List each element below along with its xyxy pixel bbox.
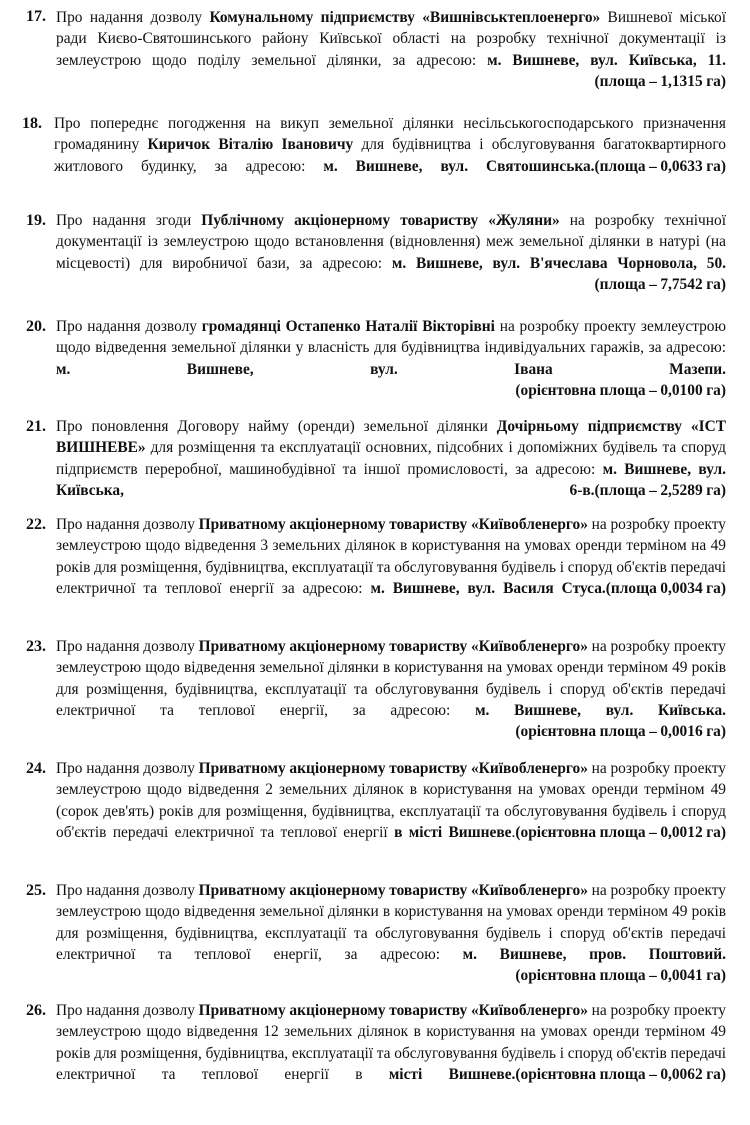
- item-text-intro: Про попереднє погодження на викуп земельної ділянки несільськогосподарського призначення громадянину: [54, 115, 726, 154]
- item-recipient: Приватному акціонерному товариству «Київобленерго»: [198, 1002, 588, 1019]
- item-text-body: на розробку технічної документації із землеустрою щодо встановлення (відновлення) меж земельної ділянки в натурі (на місцевості) для виробничої бази, за адресою:: [56, 212, 726, 272]
- item-text-intro: Про надання дозволу: [56, 760, 199, 777]
- item-number: 20.: [26, 318, 46, 335]
- item-area: (площа – 0,0633 га): [594, 157, 726, 175]
- item-recipient: Дочірньому підприємству «ІСТ ВИШНЕВЕ»: [56, 418, 726, 457]
- item-area: (площа – 1,1315 га): [594, 72, 726, 90]
- item-text-body: для будівництва і обслуговування багатоквартирного житлового будинку, за адресою:: [54, 136, 726, 175]
- item-address: в місті Вишневе: [394, 823, 512, 841]
- item-text: [56, 210, 726, 295]
- item-text-body: на розробку проекту землеустрою щодо відведення 3 земельних ділянок в користування на умовах оренди терміном на 49 років для розміщення, будівництва, експлуатації та обслуговування будівель і споруд об'єктів передачі електричної та теплової енергії за адресою:: [56, 516, 726, 597]
- item-recipient: Комунальному підприємству «Вишнівськтеплоенерго»: [209, 9, 601, 26]
- item-number: 23.: [26, 638, 46, 655]
- item-address: м. Вишневе, вул. В'ячеслава Чорновола, 50.: [391, 254, 726, 272]
- item-text: [56, 758, 726, 843]
- item-text: [56, 514, 726, 599]
- item-area: (площа 0,0034 га): [605, 579, 726, 597]
- item-number: 19.: [26, 212, 46, 229]
- item-number: 17.: [26, 8, 46, 25]
- item-text-body: для розміщення та експлуатації основних, підсобних і допоміжних будівель та споруд підприємств переробної, машинобудівної та іншої промисловості, за адресою:: [56, 439, 726, 478]
- item-address: м. Вишневе, пров. Поштовий.: [462, 945, 726, 963]
- item-text-body: Вишневої міської ради Києво-Святошинського району Київської області на розробку технічної документації із землеустрою щодо поділу земельної ділянки, за адресою:: [56, 9, 726, 69]
- item-address: м. Вишневе, вул. Василя Стуса.: [370, 579, 606, 597]
- item-text: [56, 416, 726, 501]
- item-text-intro: Про надання дозволу: [56, 318, 202, 335]
- item-text-body: на розробку проекту землеустрою щодо відведення земельної ділянки в користування на умовах оренди терміном 49 років для розміщення, будівництва, експлуатації та обслуговування будівель і споруд об'єктів передачі електричної та теплової енергії, за адресою:: [56, 882, 726, 963]
- item-area: (площа – 7,7542 га): [594, 275, 726, 293]
- item-address: м. Вишневе, вул. Київська, 6-в.: [56, 460, 726, 499]
- item-text-body: на розробку проекту землеустрою щодо відведення 2 земельних ділянок в користування на умовах оренди терміном 49 (сорок дев'ять) років для розміщення, будівництва, експлуатації та обслуговування будівель і споруд об'єктів передачі електричної та теплової енергії: [56, 760, 726, 841]
- item-area: (орієнтовна площа – 0,0016 га): [515, 723, 726, 741]
- item-number: 18.: [22, 115, 42, 132]
- item-text-intro: Про надання згоди: [56, 212, 202, 229]
- item-text: [54, 113, 726, 177]
- item-number: 24.: [26, 760, 46, 777]
- item-recipient: Приватному акціонерному товариству «Київобленерго»: [198, 882, 588, 899]
- item-number: 21.: [26, 418, 46, 435]
- item-recipient: Приватному акціонерному товариству «Київобленерго»: [198, 516, 588, 533]
- item-recipient: Приватному акціонерному товариству «Київобленерго»: [198, 760, 588, 777]
- item-text: [56, 7, 726, 92]
- item-address: м. Вишневе, вул. Київська, 11.: [487, 51, 726, 69]
- item-number: 25.: [26, 882, 46, 899]
- item-text-intro: Про поновлення Договору найму (оренди) земельної ділянки: [56, 418, 497, 435]
- item-recipient: Приватному акціонерному товариству «Київобленерго»: [198, 638, 588, 655]
- item-address: місті Вишневе.: [388, 1065, 516, 1083]
- item-text-intro: Про надання дозволу: [56, 9, 210, 26]
- item-text-body: на розробку проекту землеустрою щодо відведення земельної ділянки у власність для будівництва індивідуальних гаражів, за адресою:: [56, 318, 726, 357]
- item-address: м. Вишневе, вул. Івана Мазепи.: [56, 360, 726, 378]
- item-number: 26.: [26, 1002, 46, 1019]
- item-text-intro: Про надання дозволу: [56, 882, 199, 899]
- item-number: 22.: [26, 516, 46, 533]
- item-area: (орієнтовна площа – 0,0012 га): [515, 823, 726, 841]
- item-text: [56, 880, 726, 986]
- item-address: м. Вишневе, вул. Київська.: [475, 701, 726, 719]
- item-text-body: на розробку проекту землеустрою щодо відведення земельної ділянки в користування на умовах оренди терміном 49 років для розміщення, будівництва, експлуатації та обслуговування будівель і споруд об'єктів передачі електричної та теплової енергії, за адресою:: [56, 638, 726, 719]
- item-text-intro: Про надання дозволу: [56, 638, 199, 655]
- item-recipient: Публічному акціонерному товариству «Жуляни»: [201, 212, 560, 229]
- item-area: (орієнтовна площа – 0,0100 га): [515, 381, 726, 399]
- item-recipient: громадянці Остапенко Наталії Вікторівні: [201, 318, 495, 335]
- item-text: [56, 636, 726, 742]
- item-area: (орієнтовна площа – 0,0041 га): [515, 967, 726, 985]
- item-text-intro: Про надання дозволу: [56, 1002, 199, 1019]
- item-recipient: Киричок Віталію Івановичу: [147, 136, 354, 154]
- item-area: (площа – 2,5289 га): [594, 481, 726, 499]
- item-area: (орієнтовна площа – 0,0062 га): [515, 1065, 726, 1083]
- item-text-body: на розробку проекту землеустрою щодо відведення 12 земельних ділянок в користування на умовах оренди терміном 49 років для розміщення, будівництва, експлуатації та обслуговування будівель і споруд об'єктів передачі електричної та теплової енергії в: [56, 1002, 726, 1083]
- item-address: м. Вишневе, вул. Святошинська.: [323, 157, 595, 175]
- item-text: [56, 1000, 726, 1085]
- item-text-tail: .: [511, 823, 516, 841]
- item-text: [56, 316, 726, 401]
- item-text-intro: Про надання дозволу: [56, 516, 199, 533]
